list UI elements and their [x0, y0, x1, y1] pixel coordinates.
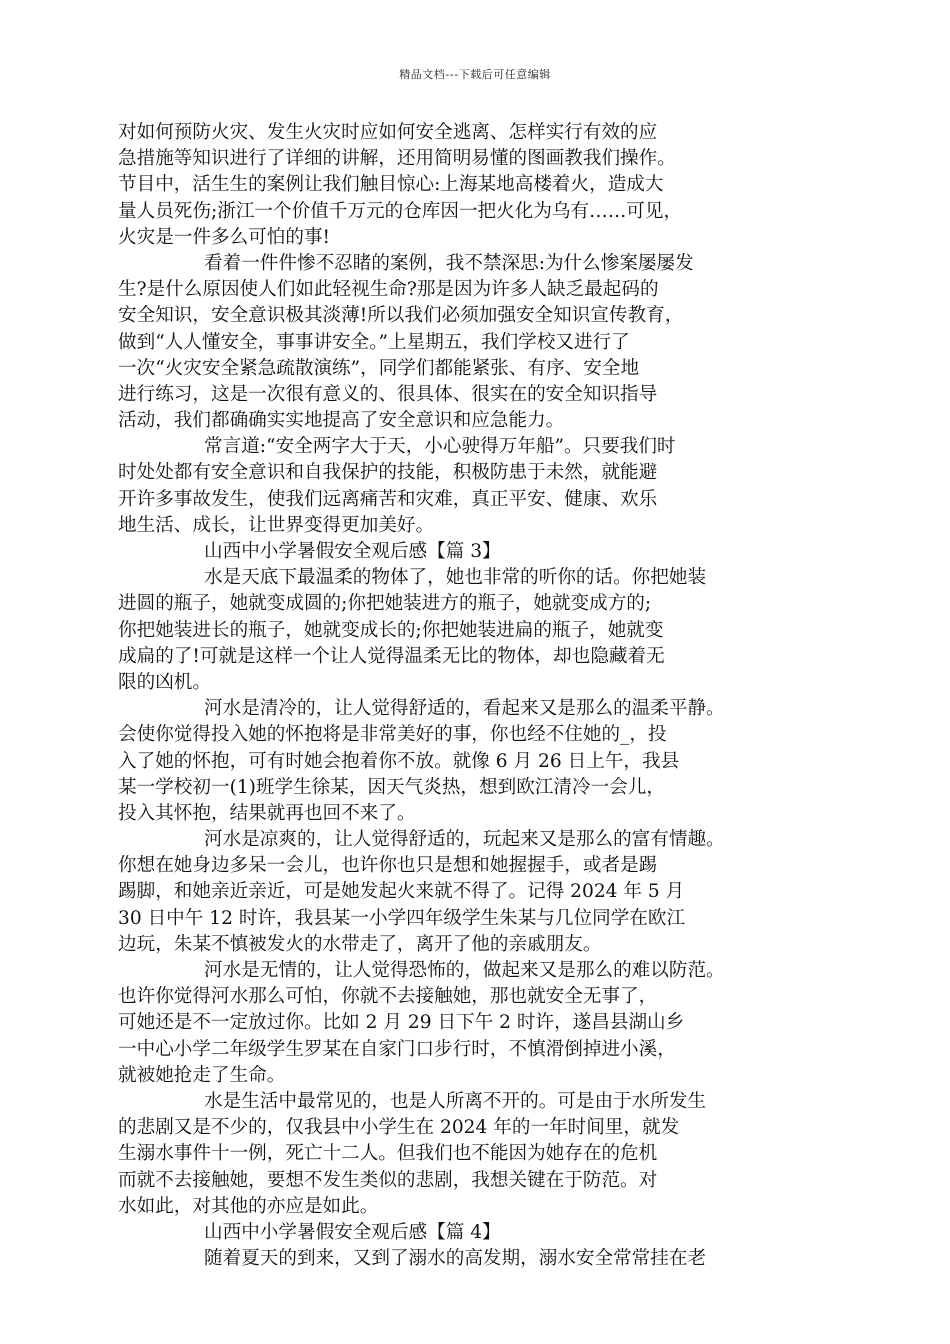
text-line: 可她还是不一定放过你。比如 2 月 29 日下午 2 时许，遂昌县湖山乡: [118, 1012, 685, 1034]
text-line: 急措施等知识进行了详细的讲解，还用简明易懂的图画教我们操作。: [118, 148, 676, 170]
text-line: 一中心小学二年级学生罗某在自家门口步行时，不慎滑倒掉进小溪，: [118, 1038, 676, 1060]
text-line: 进圆的瓶子，她就变成圆的;你把她装进方的瓶子，她就变成方的;: [118, 593, 652, 615]
text-line: 地生活、成长，让世界变得更加美好。: [118, 514, 435, 536]
text-line: 对如何预防火灾、发生火灾时应如何安全逃离、怎样实行有效的应: [118, 122, 658, 143]
text-line: 一次“火灾安全紧急疏散演练”，同学们都能紧张、有序、安全地: [118, 357, 640, 379]
text-line: 量人员死伤;浙江一个价值千万元的仓库因一把火化为乌有……可见，: [118, 200, 683, 222]
text-line: 山西中小学暑假安全观后感【篇 3】: [204, 541, 501, 562]
text-line: 边玩，朱某不慎被发火的水带走了，离开了他的亲戚朋友。: [118, 933, 602, 955]
text-line: 时处处都有安全意识和自我保护的技能，积极防患于未然，就能避: [118, 462, 658, 484]
text-line: 你想在她身边多呆一会儿，也许你也只是想和她握握手，或者是踢: [118, 855, 658, 877]
text-line: 某一学校初一(1)班学生徐某，因天气炎热，想到欧江清冷一会儿，: [118, 776, 665, 798]
text-line: 看着一件件惨不忍睹的案例，我不禁深思:为什么惨案屡屡发: [204, 252, 694, 274]
text-line: 河水是无情的，让人觉得恐怖的，做起来又是那么的难以防范。: [204, 960, 725, 981]
text-line: 的悲剧又是不少的，仅我县中小学生在 2024 年的一年时间里，就发: [118, 1117, 680, 1139]
text-line: 做到“人人懂安全，事事讲安全。”上星期五，我们学校又进行了: [118, 331, 630, 353]
text-line: 入了她的怀抱，可有时她会抱着你不放。就像 6 月 26 日上午，我县: [118, 750, 680, 772]
text-line: 水如此，对其他的亦应是如此。: [118, 1195, 379, 1217]
text-line: 进行练习，这是一次很有意义的、很具体、很实在的安全知识指导: [118, 383, 658, 405]
text-line: 踢脚，和她亲近亲近，可是她发起火来就不得了。记得 2024 年 5 月: [118, 881, 685, 903]
text-line: 你把她装进长的瓶子，她就变成长的;你把她装进扁的瓶子，她就变: [118, 619, 664, 641]
text-line: 也许你觉得河水那么可怕，你就不去接触她，那也就安全无事了，: [118, 986, 658, 1008]
text-line: 30 日中午 12 时许，我县某一小学四年级学生朱某与几位同学在欧江: [118, 907, 686, 929]
text-line: 水是天底下最温柔的物体了，她也非常的听你的话。你把她装: [204, 567, 707, 589]
text-line: 山西中小学暑假安全观后感【篇 4】: [204, 1221, 501, 1243]
text-line: 投入其怀抱，结果就再也回不来了。: [118, 802, 416, 824]
text-line: 常言道:“安全两字大于天，小心驶得万年船”。只要我们时: [204, 436, 676, 458]
text-line: 限的凶机。: [118, 671, 211, 693]
text-line: 随着夏天的到来，又到了溺水的高发期，溺水安全常常挂在老: [204, 1248, 707, 1270]
text-line: 开许多事故发生，使我们远离痛苦和灾难，真正平安、健康、欢乐: [118, 488, 658, 510]
text-line: 火灾是一件多么可怕的事!: [118, 226, 331, 248]
text-line: 生溺水事件十一例，死亡十二人。但我们也不能因为她存在的危机: [118, 1143, 658, 1165]
text-line: 河水是凉爽的，让人觉得舒适的，玩起来又是那么的富有情趣。: [204, 829, 725, 851]
text-line: 节目中，活生生的案例让我们触目惊心:上海某地高楼着火，造成大: [118, 174, 664, 196]
text-line: 活动，我们都确确实实地提高了安全意识和应急能力。: [118, 410, 565, 432]
text-line: 就被她抢走了生命。: [118, 1064, 286, 1086]
text-line: 成扁的了!可就是这样一个让人觉得温柔无比的物体，却也隐藏着无: [118, 645, 665, 667]
document-body: [118, 120, 832, 1272]
text-line: 生?是什么原因使人们如此轻视生命?那是因为许多人缺乏最起码的: [118, 279, 659, 301]
text-line: 安全知识，安全意识极其淡薄!所以我们必须加强安全知识宣传教育，: [118, 305, 684, 327]
text-line: 而就不去接触她，要想不发生类似的悲剧，我想关键在于防范。对: [118, 1169, 658, 1191]
text-line: 会使你觉得投入她的怀抱将是非常美好的事，你也经不住她的_，投: [118, 724, 667, 746]
text-line: 河水是清冷的，让人觉得舒适的，看起来又是那么的温柔平静。: [204, 698, 725, 720]
page-header: 精品文档---下载后可任意编辑: [399, 68, 551, 81]
text-line: 水是生活中最常见的，也是人所离不开的。可是由于水所发生: [204, 1090, 707, 1112]
